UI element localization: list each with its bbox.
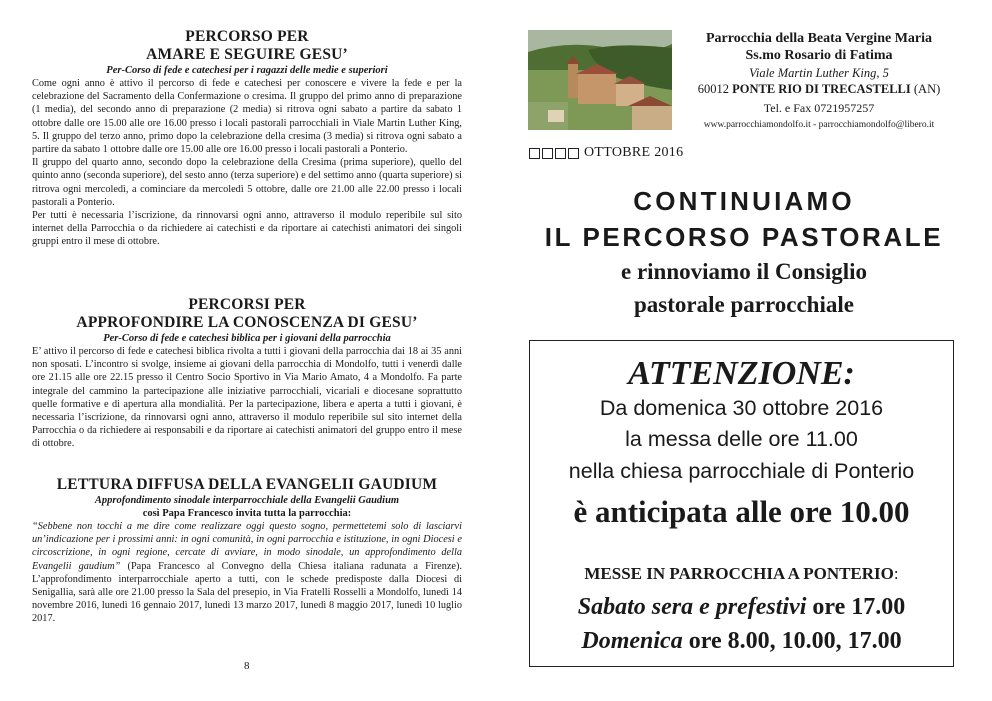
parish-header — [674, 30, 964, 131]
mass-schedule-title — [530, 563, 953, 585]
church-photo-image — [528, 30, 672, 130]
section2-title-line1: PERCORSI PER — [188, 296, 306, 313]
parish-town: PONTE RIO DI TRECASTELLI — [732, 82, 911, 96]
mass-saturday-time: ore 17.00 — [806, 594, 906, 620]
section2-subtitle: Per-Corso di fede e catechesi biblica per i giovani della parrocchia — [103, 333, 391, 344]
headline-line3: e rinnoviamo il Consiglio — [621, 259, 867, 284]
notice-attention: ATTENZIONE: — [628, 355, 855, 392]
section3-subtitle: Approfondimento sinodale interparrocchiale della Evangelii Gaudium — [94, 495, 400, 506]
parish-web-email: www.parrocchiamondolfo.it - parrocchiamondolfo@libero.it — [703, 120, 935, 130]
parish-subtitle: Ss.mo Rosario di Fatima — [745, 48, 893, 63]
section3-body — [32, 520, 462, 626]
section1-subtitle: Per-Corso di fede e catechesi per i ragazzi delle medie e superiori — [106, 65, 388, 76]
notice-new-time: è anticipata alle ore 10.00 — [573, 494, 910, 529]
section3-title: LETTURA DIFFUSA DELLA EVANGELII GAUDIUM — [56, 476, 438, 493]
issue-month: OTTOBRE 2016 — [584, 145, 684, 160]
section1-body — [32, 77, 462, 249]
section3-paragraph — [32, 520, 462, 626]
parish-zip: 60012 — [697, 82, 733, 96]
notice-line2: la messa delle ore 11.00 — [625, 427, 858, 451]
notice-box — [529, 340, 954, 667]
headline-line2: IL PERCORSO PASTORALE — [544, 222, 944, 252]
headline-line1: CONTINUIAMO — [633, 186, 855, 216]
mass-sunday — [530, 626, 953, 656]
mass-schedule-colon: : — [893, 564, 899, 583]
issue-date — [529, 145, 683, 161]
parish-province: (AN) — [910, 82, 941, 96]
section2-title-line2: APPROFONDIRE LA CONOSCENZA DI GESU’ — [76, 314, 418, 331]
notice-line3: nella chiesa parrocchiale di Ponterio — [568, 459, 915, 483]
section3-rest: (Papa Francesco al Convegno della Chiesa italiana radunata a Firenze). L’approfondimento interparrocchiale aperto a tutti, con le schede predisposte dalla Diocesi di Senigallia, sarà alle ore 21.00 presso la Sala del presepio, in Via Fratelli Rosselli a Mondolfo, lunedì 14 novembre 2016, lunedì 16 gennaio 2017, lunedì 13 marzo 2017, lunedì 8 maggio 2017, lunedì 10 luglio 2017. — [32, 560, 462, 625]
parish-city — [674, 81, 964, 97]
section1-title-line2: AMARE E SEGUIRE GESU’ — [146, 46, 348, 63]
mass-schedule-title-text: MESSE IN PARROCCHIA A PONTERIO — [584, 564, 894, 583]
page-number: 8 — [244, 660, 250, 672]
mass-saturday — [530, 592, 953, 622]
parish-phone: Tel. e Fax 0721957257 — [763, 101, 875, 115]
headline-line4: pastorale parrocchiale — [634, 292, 854, 317]
parish-address: Viale Martin Luther King, 5 — [749, 66, 889, 80]
section-evangelii-gaudium — [32, 476, 462, 626]
section1-paragraph-1: Come ogni anno è attivo il percorso di fede e catechesi per conoscere e vivere la fede e per la celebrazione del Sacramento della Confermazione o cresima. Il gruppo del primo anno di preparazione (1 media), del secondo anno di preparazione (2 media) si ritrova ogni sabato a partire da sabato 1 ottobre dalle ore 15.00 alle ore 16.00 presso i locali pastorali parrocchiali in Viale Martin Luther King, 5. Il gruppo del terzo anno, primo dopo la celebrazione della cresima (3 media) si ritrova ogni sabato a partire da sabato 1 ottobre dalle ore 15.00 alle ore 16.00 presso i locali pastorali a Ponterio. — [32, 78, 462, 156]
church-photo — [528, 30, 672, 130]
section1-title-line1: PERCORSO PER — [185, 28, 309, 45]
section-percorso-amare — [32, 28, 462, 249]
section2-paragraph-1: E’ attivo il percorso di fede e catechesi biblica rivolta a tutti i giovani della parrocchia dai 18 ai 35 anni non sposati. L’incontro si svolge, insieme ai giovani della parrocchia di Mondolfo, tutti i venerdì dalle ore 21.15 alle ore 22.15 presso il Centro Socio Sportivo in Via Mario Amato, 4 a Mondolfo. Fa parte integrale del cammino la partecipazione alle iniziative parrocchiali, vicariali e diocesane soprattutto quelle formative e di apertura alla mondialità. Per la partecipazione, libera e aperta a tutti i giovani, è necessaria l’iscrizione, da rinnovarsi ogni anno, attraverso il modulo reperibile sul sito internet della Parrocchia o da richiedere ai responsabili e da riportare ai catechisti animatori del gruppo entro il mese di ottobre. — [32, 346, 462, 450]
section1-paragraph-3: Per tutti è necessaria l’iscrizione, da rinnovarsi ogni anno, attraverso il modulo reperibile sul sito internet della Parrocchia o da richiedere ai catechisti e da riportare ai catechisti animatori dei singoli gruppi entro il mese di ottobre. — [32, 210, 462, 248]
mass-sunday-label: Domenica — [581, 628, 683, 654]
decorative-boxes-icon — [529, 148, 579, 159]
section2-body — [32, 345, 462, 451]
section3-quote: “Sebbene non tocchi a me dire come realizzare oggi questo sogno, permettetemi solo di lasciarvi un’indicazione per i prossimi anni: in ogni comunità, in ogni parrocchia e istituzione, in ogni Diocesi e circoscrizione, in ogni regione, cercate di avviare, in modo sinodale, un approfondimento della Evangelii gaudium” — [32, 521, 462, 572]
notice-line1: Da domenica 30 ottobre 2016 — [599, 396, 884, 420]
section-percorsi-approfondire — [32, 296, 462, 451]
right-page — [496, 0, 992, 701]
mass-sunday-time: ore 8.00, 10.00, 17.00 — [682, 628, 902, 654]
section3-subtitle-2: così Papa Francesco invita tutta la parrocchia: — [142, 508, 352, 519]
section1-paragraph-2: Il gruppo del quarto anno, secondo dopo la celebrazione della Cresima (prima superiore), quello del quinto anno (seconda superiore), del sesto anno (terza superiore) e del settimo anno (quarta superiore) si ritrova ogni mercoledì, a cominciare da mercoledì 5 ottobre, dalle ore 21.00 alle 22.00 presso i locali pastorali a Ponterio. — [32, 157, 462, 208]
mass-saturday-label: Sabato sera e prefestivi — [577, 594, 807, 620]
parish-name: Parrocchia della Beata Vergine Maria — [705, 31, 933, 46]
